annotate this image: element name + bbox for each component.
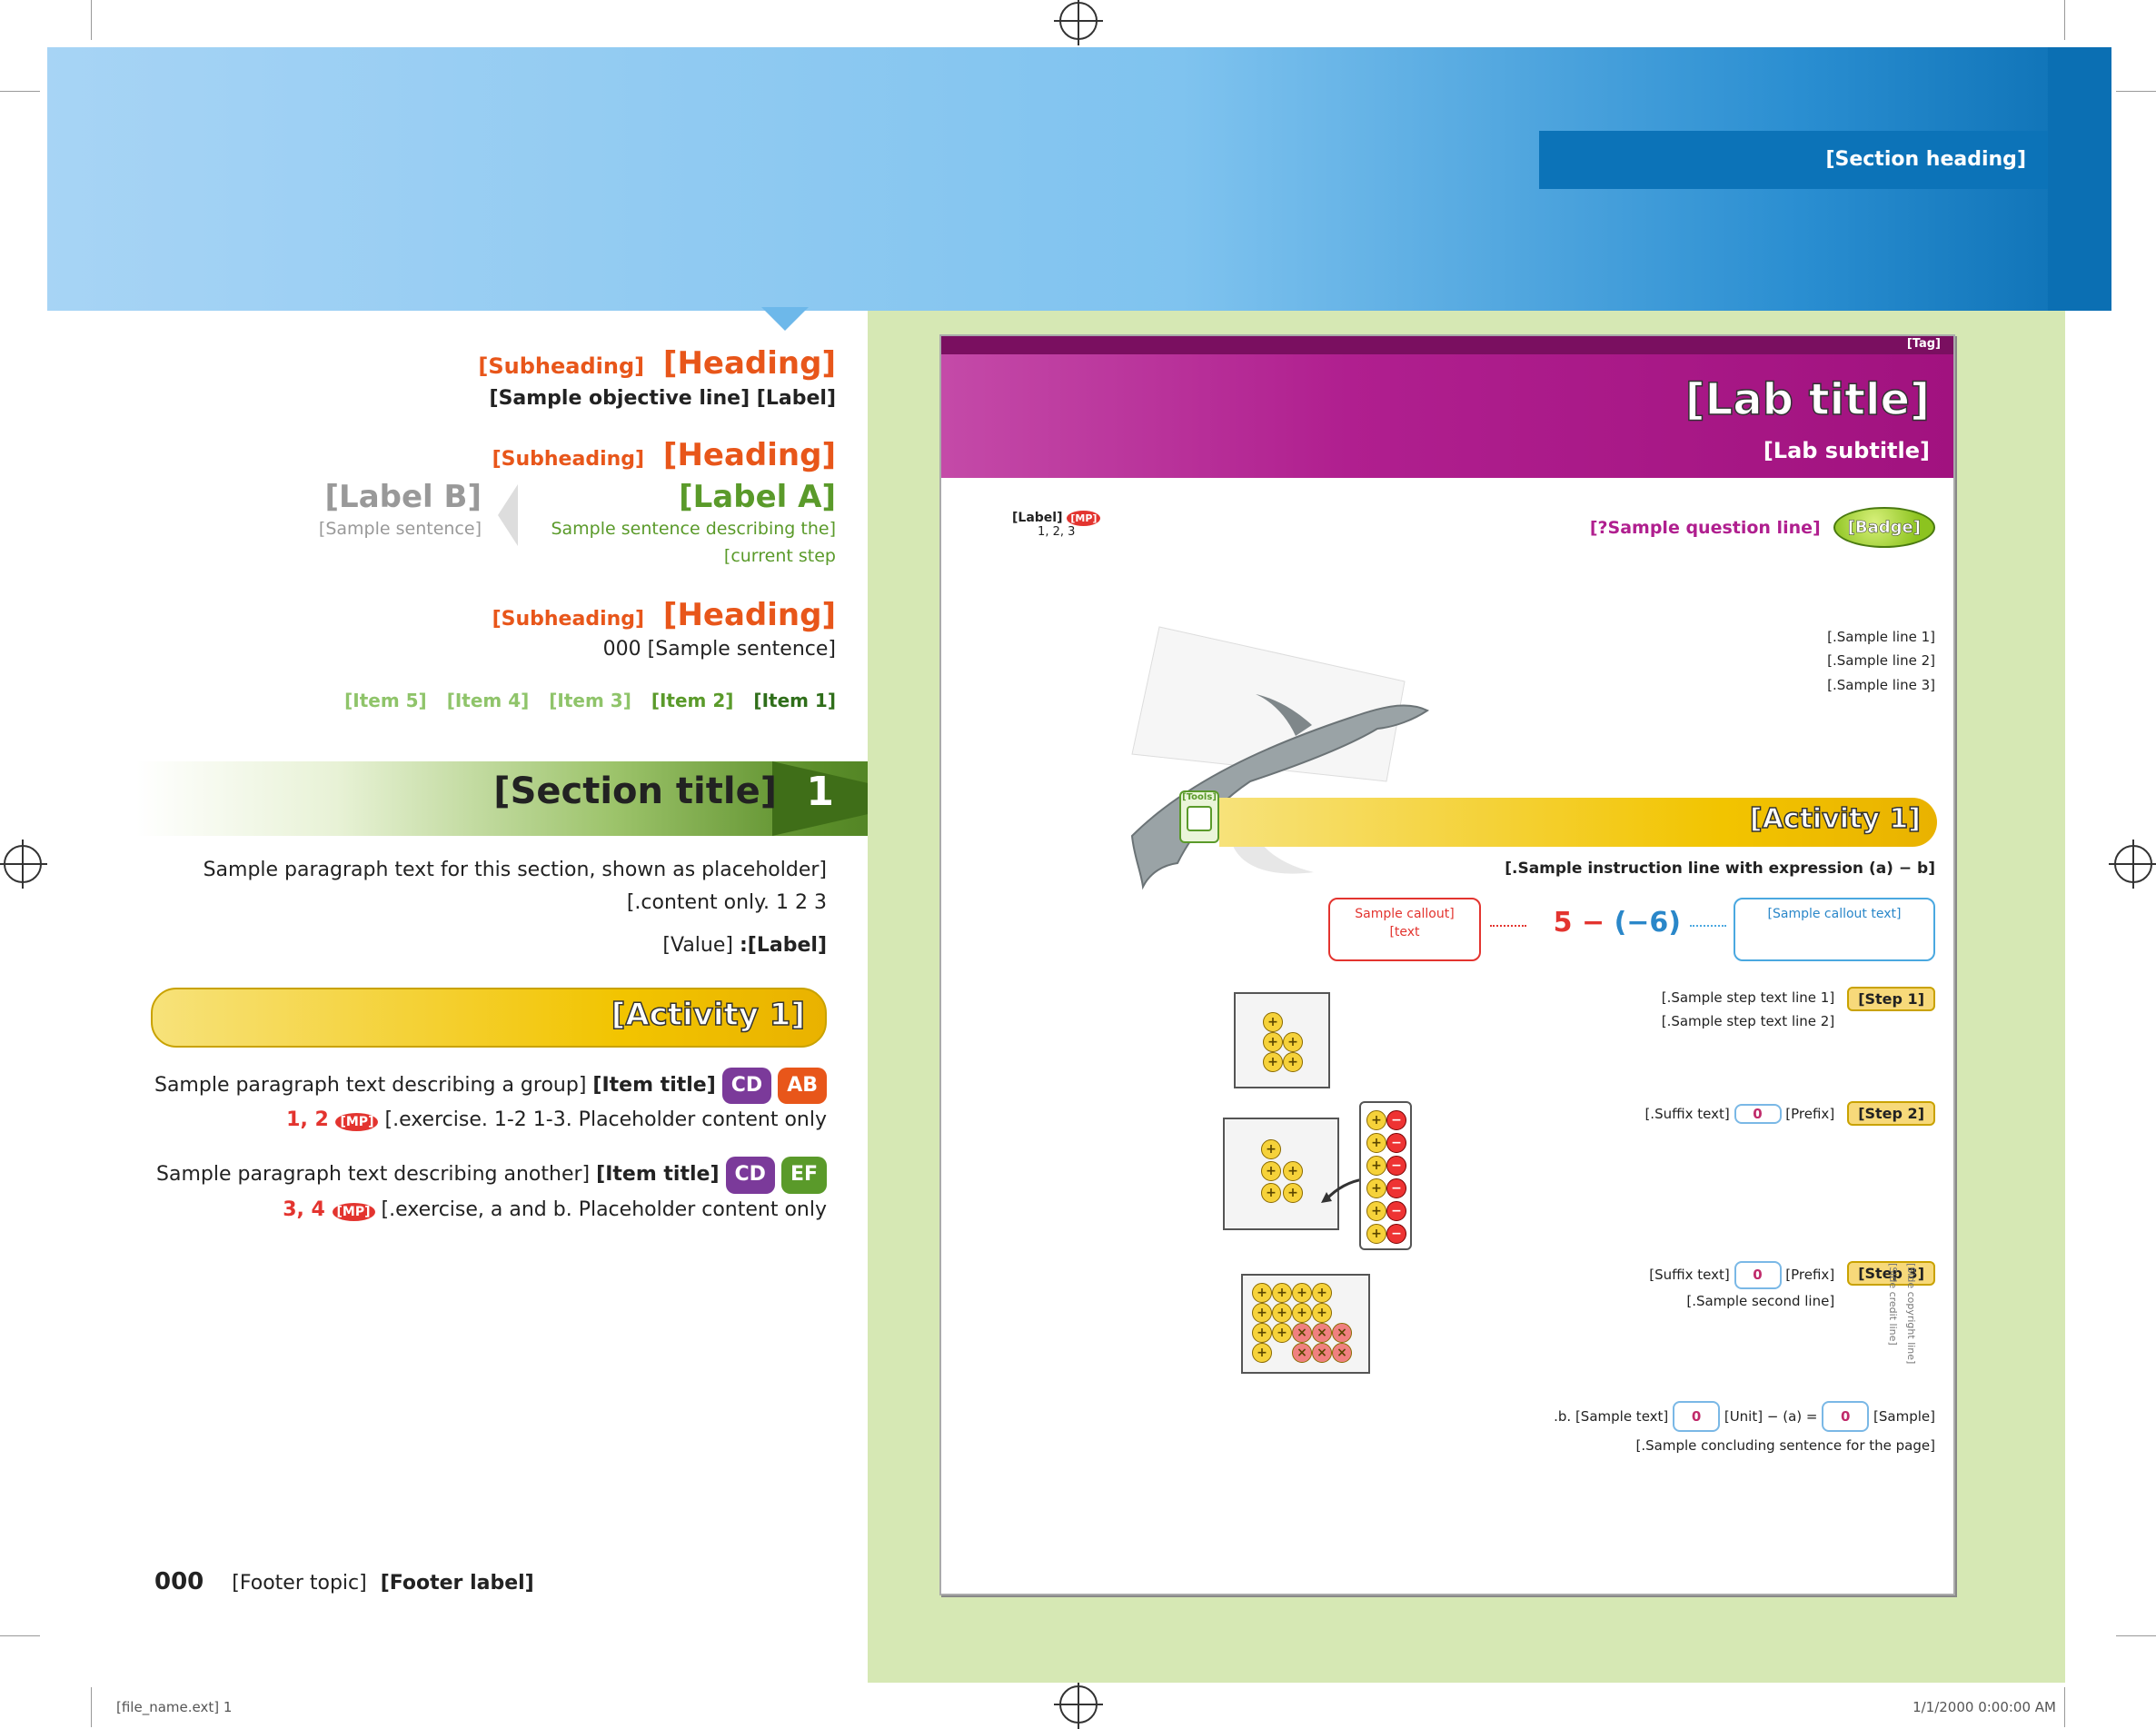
story-line: [Sample line 2.] (1827, 652, 1935, 670)
crop-mark (2116, 1635, 2156, 1636)
dolphin-illustration (1078, 609, 1459, 899)
step-1 (1662, 987, 1935, 1033)
slug-file-name: [file_name.ext] 1 (116, 1699, 233, 1715)
mp-icon: [MP] (1067, 511, 1100, 526)
unit-tag-bar (941, 336, 1953, 354)
zero-pairs-strip (1359, 1101, 1412, 1250)
crop-mark (2064, 1687, 2065, 1727)
callout-arrow (1690, 925, 1726, 927)
step-text-pre: [Prefix] (1785, 1267, 1835, 1283)
step-text-line: [Sample step text line 2.] (1661, 1012, 1835, 1029)
phase-item: [Item 4] (446, 690, 530, 712)
now-block (536, 479, 836, 571)
positive-tile: + (1292, 1283, 1312, 1303)
step-text (1662, 987, 1834, 1033)
positive-tile: + (1283, 1052, 1303, 1072)
rigor-title: [Heading] (662, 597, 836, 633)
page-footer (154, 1568, 534, 1595)
focus-goal-text: [Sample objective line] (489, 387, 750, 410)
answer-box: 0 (1673, 1401, 1720, 1432)
question-row (1590, 507, 1935, 548)
conclusion-pre: [Sample] (1873, 1408, 1935, 1425)
crop-mark (91, 1687, 92, 1727)
answer-box: 0 (1734, 1104, 1782, 1124)
now-text: [Sample sentence describing the current step] (551, 519, 836, 567)
mp-icon: [MP] (335, 1113, 378, 1131)
positive-tile: + (1252, 1303, 1272, 1323)
mat-step-3 (1241, 1274, 1370, 1374)
now-label: [Label A] (679, 479, 836, 515)
activity-bar (1219, 798, 1937, 847)
footer-topic: [Footer topic] (232, 1572, 367, 1595)
manipulatives-icon (1187, 806, 1212, 831)
crop-mark (91, 0, 92, 40)
negative-tile: − (1386, 1178, 1406, 1198)
essential-question: [Sample question line?] (1589, 517, 1821, 538)
removed-tile: × (1292, 1323, 1312, 1343)
student-page (939, 334, 1955, 1595)
story-text (1590, 625, 1935, 697)
tools-badge (1179, 790, 1219, 843)
group-activity (136, 1068, 827, 1138)
positive-tile: + (1283, 1183, 1303, 1203)
focus-heading (136, 345, 836, 382)
level-badge: AB (778, 1068, 827, 1104)
step-label: [Step 1] (1847, 987, 1935, 1011)
step-text-line: [Sample step text line 1.] (1661, 989, 1835, 1006)
positive-tile: + (1272, 1283, 1292, 1303)
positive-tile: + (1261, 1161, 1281, 1181)
level-badge: EF (781, 1157, 827, 1193)
positive-tile: + (1366, 1201, 1386, 1221)
step-label: [Step 2] (1847, 1101, 1935, 1126)
conclusion-line-2: [Sample concluding sentence for the page.] (1635, 1437, 1935, 1454)
materials-value: [Value] (662, 933, 733, 957)
instruction: [Sample instruction line with expression (a) − b.] (1505, 860, 1935, 878)
story-line: [Sample line 1.] (1827, 629, 1935, 645)
positive-tile: + (1292, 1303, 1312, 1323)
positive-tile: + (1272, 1303, 1292, 1323)
focus-goal-label: [Label] (756, 387, 836, 410)
registration-mark-icon (1059, 2, 1098, 40)
positive-tile: + (1366, 1110, 1386, 1130)
level-badge: CD (726, 1157, 775, 1193)
expr-right: (−6) (1614, 907, 1681, 939)
crop-mark (0, 91, 40, 92)
expr-left: 5 (1553, 907, 1573, 939)
phase-item: [Item 1] (753, 690, 836, 712)
positive-tile: + (1283, 1032, 1303, 1052)
launch-band (136, 761, 936, 836)
coherence-heading (136, 437, 836, 473)
positive-tile: + (1312, 1303, 1332, 1323)
focus-sub: [Subheading] (478, 353, 645, 379)
group-title: [Item title] (592, 1073, 716, 1097)
positive-tile: + (1283, 1161, 1303, 1181)
removed-tile: × (1332, 1323, 1352, 1343)
step-text-line: [Sample second line.] (1686, 1293, 1835, 1309)
exchange-activity (136, 1157, 827, 1227)
step-text-post: [Suffix text] (1649, 1267, 1730, 1283)
answer-box: 0 (1822, 1401, 1869, 1432)
step-text-pre: [Prefix] (1785, 1105, 1835, 1122)
materials-label: [Label]: (740, 933, 827, 957)
callout-negative-tiles: [Sample callout text] (1734, 898, 1935, 961)
slug-timestamp: 1/1/2000 0:00:00 AM (1913, 1699, 2056, 1715)
positive-tile: + (1252, 1323, 1272, 1343)
positive-tile: + (1312, 1283, 1332, 1303)
crop-mark (2064, 0, 2065, 40)
coherence-sub: [Subheading] (492, 448, 645, 471)
callout-positive-tiles: [Sample callout text] (1328, 898, 1481, 961)
focus-title: [Heading] (662, 345, 836, 382)
unit-tag: [Tag] (1906, 337, 1941, 351)
story-line: [Sample line 3.] (1827, 676, 1935, 693)
practice-numbers: 3, 4 (283, 1197, 325, 1221)
practice-numbers: 1, 2 (286, 1108, 329, 1132)
focus-goal (136, 387, 836, 410)
banner-edge-strip (2048, 47, 2111, 311)
banner-label: [Section heading] (1539, 131, 2048, 189)
phase-item: [Item 3] (549, 690, 631, 712)
side-credit: [Side credit line] (1887, 1263, 1899, 1346)
rigor-sub: [Subheading] (492, 608, 645, 631)
step-label: [Step 3] (1847, 1261, 1935, 1286)
step-2 (1644, 1101, 1935, 1126)
rigor-heading (136, 597, 836, 633)
coherence-title: [Heading] (662, 437, 836, 473)
rigor-text: [Sample sentence] 000 (602, 638, 836, 661)
registration-mark-icon (4, 845, 42, 883)
positive-tile: + (1261, 1139, 1281, 1159)
launch-title: [Section title] (493, 770, 777, 812)
math-practices (1012, 511, 1100, 539)
launch-number: 1 (806, 769, 834, 815)
negative-tile: − (1386, 1224, 1406, 1244)
negative-tile: − (1386, 1201, 1406, 1221)
positive-tile: + (1366, 1133, 1386, 1153)
expression (1554, 907, 1681, 939)
answer-box: 0 (1734, 1261, 1782, 1289)
positive-tile: + (1366, 1224, 1386, 1244)
next-block (209, 479, 482, 542)
materials (136, 929, 827, 962)
negative-tile: − (1386, 1156, 1406, 1176)
next-text: [Sample sentence] (318, 519, 482, 539)
exchange-text: [Sample paragraph text describing another exercise, a and b. Placeholder content only.] (156, 1163, 827, 1221)
positive-tile: + (1272, 1323, 1292, 1343)
callout-arrow (1490, 925, 1526, 927)
mat-step-1 (1234, 992, 1330, 1088)
practices-label-text: [Label] (1012, 511, 1063, 525)
teacher-notes-column (136, 345, 836, 711)
practice-ref (283, 1198, 374, 1221)
explore-badge: [Badge] (1833, 507, 1935, 548)
positive-tile: + (1261, 1183, 1281, 1203)
phase-item: [Item 2] (651, 690, 734, 712)
practices-label (1012, 511, 1100, 525)
removed-tile: × (1332, 1343, 1352, 1363)
chevron-left-icon (498, 484, 518, 546)
phase-item: [Item 5] (344, 690, 427, 712)
crop-mark (0, 1635, 40, 1636)
positive-tile: + (1263, 1052, 1283, 1072)
practice-ref (286, 1108, 378, 1131)
removed-tile: × (1312, 1323, 1332, 1343)
removed-tile: × (1292, 1343, 1312, 1363)
launch-content (136, 854, 827, 1227)
banner-notch (761, 307, 809, 331)
activity-title-bar (151, 988, 827, 1048)
step-text-post: [Suffix text.] (1644, 1105, 1730, 1122)
positive-tile: + (1252, 1283, 1272, 1303)
group-text: [Sample paragraph text describing a group exercise. 1-2 1-3. Placeholder content only.] (154, 1073, 827, 1132)
next-label: [Label B] (324, 479, 482, 515)
tools-label: [Tools] (1182, 792, 1217, 802)
negative-tile: − (1386, 1133, 1406, 1153)
positive-tile: + (1366, 1156, 1386, 1176)
negative-tile: − (1386, 1110, 1406, 1130)
conclusion (1554, 1401, 1935, 1459)
coherence-now-next (136, 479, 836, 579)
lab-title: [Lab title] (1684, 374, 1930, 425)
top-banner (47, 47, 2111, 311)
conclusion-mid: = (a) − b. [Sample text] (1557, 1408, 1818, 1425)
phase-bar (136, 690, 836, 711)
step-text (1649, 1261, 1834, 1314)
lab-subtitle: [Lab subtitle] (1763, 438, 1930, 463)
positive-tile: + (1366, 1178, 1386, 1198)
side-copyright: [Side copyright line] (1905, 1263, 1917, 1365)
conclusion-post: [Unit]. (1554, 1408, 1764, 1425)
expr-minus: − (1581, 907, 1605, 939)
level-badge: CD (722, 1068, 771, 1104)
crop-mark (2116, 91, 2156, 92)
positive-tile: + (1252, 1343, 1272, 1363)
activity-title: [Activity 1] (611, 996, 805, 1033)
exchange-title: [Item title] (596, 1163, 720, 1187)
positive-tile: + (1263, 1012, 1283, 1032)
mp-icon: [MP] (333, 1203, 375, 1221)
practices-numbers: 1, 2, 3 (1038, 525, 1076, 539)
registration-mark-icon (1059, 1685, 1098, 1724)
footer-lab-label: [Footer label] (380, 1572, 534, 1595)
activity-title: [Activity 1] (1749, 803, 1921, 835)
removed-tile: × (1312, 1343, 1332, 1363)
lab-header (941, 336, 1953, 478)
launch-text: [Sample paragraph text for this section, shown as placeholder content only. 1 2 3.] (203, 859, 827, 915)
step-text (1644, 1104, 1834, 1124)
registration-mark-icon (2114, 845, 2152, 883)
page-number: 000 (154, 1568, 204, 1595)
positive-tile: + (1263, 1032, 1283, 1052)
